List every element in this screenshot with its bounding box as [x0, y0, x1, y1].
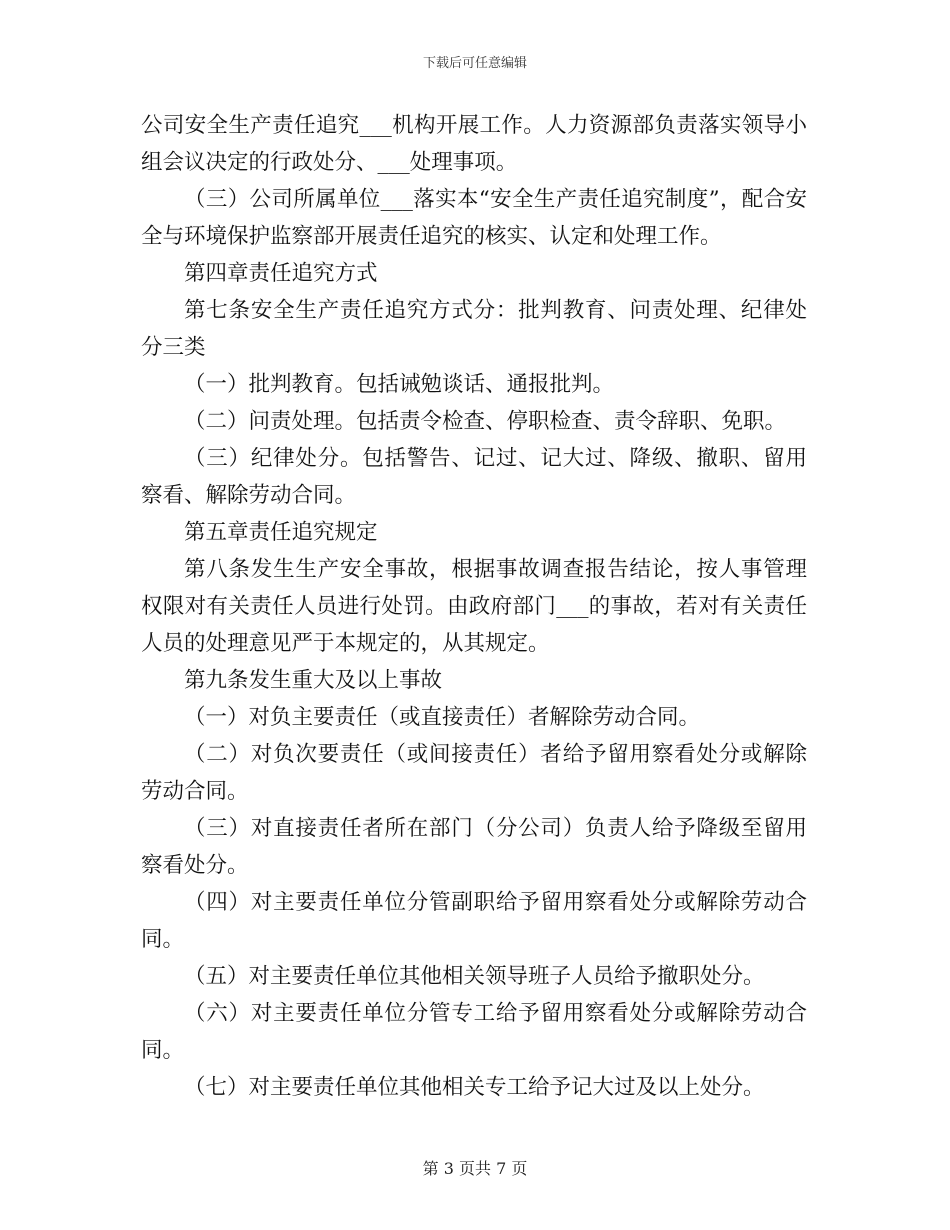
chapter-heading: 第四章责任追究方式	[184, 261, 378, 286]
list-item: （二）问责处理。包括责令检查、停职检查、责令辞职、免职。	[184, 409, 787, 434]
list-item: （三）对直接责任者所在部门（分公司）负责人给予降级至留用察看处分。	[141, 816, 807, 878]
page-header: 下载后可任意编辑	[422, 56, 527, 71]
list-item: （一）批判教育。包括诫勉谈话、通报批判。	[184, 372, 615, 397]
list-item: （二）对负次要责任（或间接责任）者给予留用察看处分或解除劳动合同。	[141, 742, 807, 804]
paragraph: （三）公司所属单位___落实本“安全生产责任追究制度”，配合安全与环境保护监察部开展责任追究的核实、认定和处理工作。	[141, 187, 807, 249]
article-paragraph: 第九条发生重大及以上事故	[184, 668, 443, 693]
list-item: （七）对主要责任单位其他相关专工给予记大过及以上处分。	[184, 1075, 765, 1100]
paragraph: 公司安全生产责任追究___机构开展工作。人力资源部负责落实领导小组会议决定的行政处分、___处理事项。	[141, 113, 807, 175]
document-body	[141, 107, 807, 1106]
list-item: （六）对主要责任单位分管专工给予留用察看处分或解除劳动合同。	[141, 1001, 807, 1063]
list-item: （四）对主要责任单位分管副职给予留用察看处分或解除劳动合同。	[141, 890, 807, 952]
list-item: （一）对负主要责任（或直接责任）者解除劳动合同。	[184, 705, 701, 730]
chapter-heading: 第五章责任追究规定	[184, 520, 378, 545]
article-paragraph: 第七条安全生产责任追究方式分：批判教育、问责处理、纪律处分三类	[141, 298, 807, 360]
list-item: （三）纪律处分。包括警告、记过、记大过、降级、撤职、留用察看、解除劳动合同。	[141, 446, 807, 508]
article-paragraph: 第八条发生生产安全事故，根据事故调查报告结论，按人事管理权限对有关责任人员进行处罚。由政府部门___的事故，若对有关责任人员的处理意见严于本规定的，从其规定。	[141, 557, 807, 656]
list-item: （五）对主要责任单位其他相关领导班子人员给予撤职处分。	[184, 964, 765, 989]
page-footer: 第 3 页共 7 页	[422, 1159, 528, 1178]
